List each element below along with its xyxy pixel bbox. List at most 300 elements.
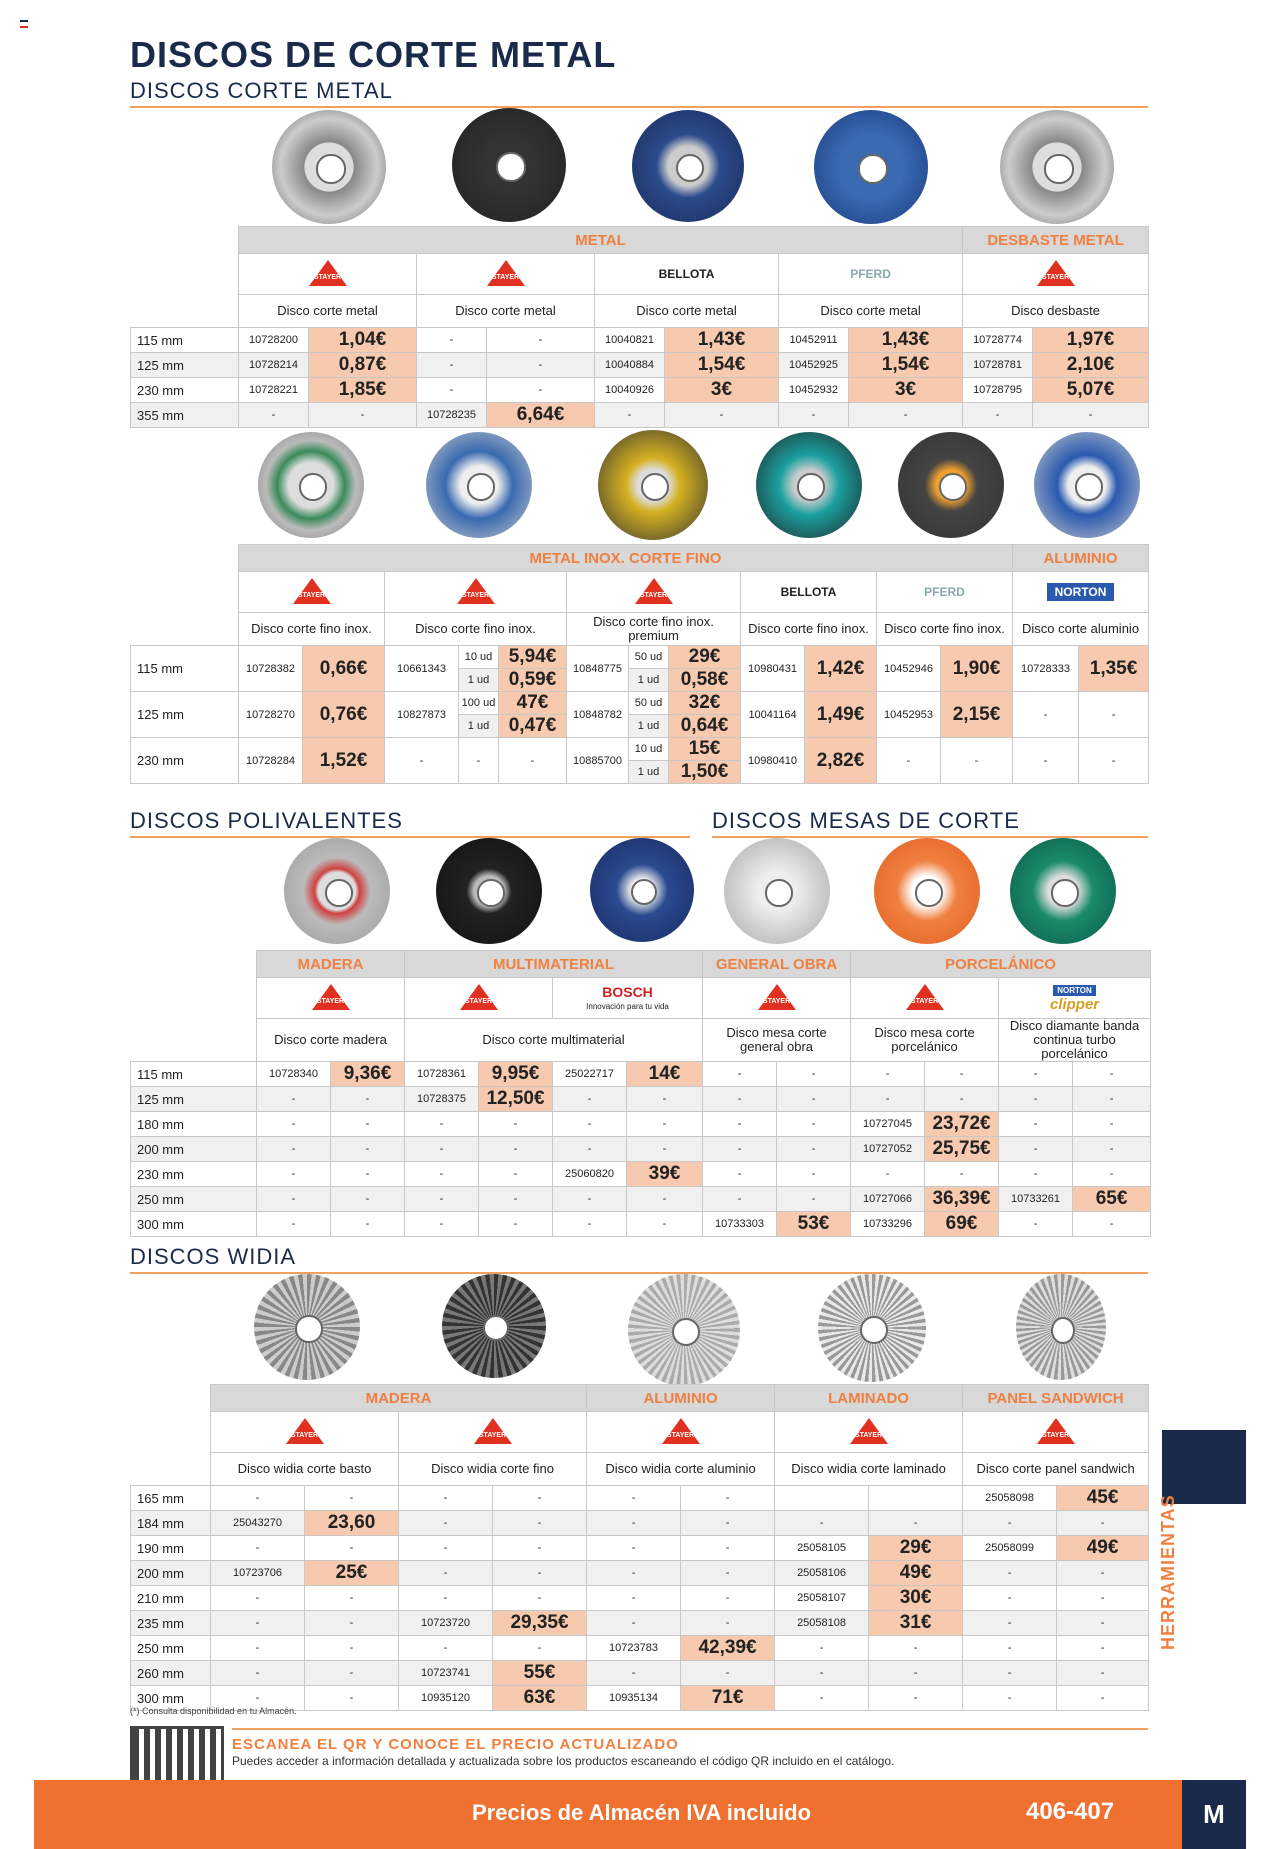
price-cell: 1,85€ xyxy=(309,378,417,403)
code-cell: - xyxy=(703,1087,777,1112)
code-cell: - xyxy=(553,1187,627,1212)
disc-image xyxy=(598,430,708,540)
section-title-corte-metal: DISCOS CORTE METAL xyxy=(130,78,1148,108)
product-name: Disco corte fino inox. premium xyxy=(567,613,741,646)
code-cell: - xyxy=(399,1636,493,1661)
section-title-mesas: DISCOS MESAS DE CORTE xyxy=(712,808,1148,838)
disc-image xyxy=(814,110,928,224)
product-name: Disco corte fino inox. xyxy=(877,613,1013,646)
code-cell: - xyxy=(963,1586,1057,1611)
price-cell: 1,90€ xyxy=(941,646,1013,692)
code-cell: 10885700 xyxy=(567,738,629,784)
code-cell: - xyxy=(553,1212,627,1237)
price-cell: 32€ xyxy=(669,692,741,715)
size-cell: 125 mm xyxy=(131,353,239,378)
price-cell: - xyxy=(1079,738,1149,784)
code-cell: - xyxy=(493,1536,587,1561)
code-cell: - xyxy=(925,1062,999,1087)
category-header: LAMINADO xyxy=(775,1385,963,1412)
price-cell: 49€ xyxy=(869,1561,963,1586)
code-cell: - xyxy=(775,1636,869,1661)
price-cell: 53€ xyxy=(777,1212,851,1237)
code-cell: - xyxy=(681,1486,775,1511)
product-name: Disco diamante banda continua turbo porcelánico xyxy=(999,1019,1151,1062)
code-cell: - xyxy=(703,1062,777,1087)
table-row xyxy=(131,1511,1149,1536)
size-cell: 180 mm xyxy=(131,1112,257,1137)
code-cell: - xyxy=(493,1486,587,1511)
code-cell: - xyxy=(399,1561,493,1586)
code-cell: - xyxy=(1057,1661,1149,1686)
code-cell: 10827873 xyxy=(385,692,459,738)
brand-logo-stayer: STAYER xyxy=(851,978,999,1019)
category-header: MULTIMATERIAL xyxy=(405,951,703,978)
qr-divider xyxy=(232,1728,1148,1730)
code-cell: - xyxy=(493,1511,587,1536)
brand-logo-norton-clipper: NORTON clipper xyxy=(999,978,1151,1019)
table-row xyxy=(131,1162,1151,1187)
section-title-widia: DISCOS WIDIA xyxy=(130,1244,1148,1274)
size-cell: 200 mm xyxy=(131,1137,257,1162)
code-cell: - xyxy=(257,1137,331,1162)
code-cell: - xyxy=(479,1187,553,1212)
price-cell: 25€ xyxy=(305,1561,399,1586)
category-header: GENERAL OBRA xyxy=(703,951,851,978)
price-cell: 31€ xyxy=(869,1611,963,1636)
pack-cell: 1 ud xyxy=(459,715,499,738)
code-cell: - xyxy=(703,1112,777,1137)
price-cell: 0,59€ xyxy=(499,669,567,692)
brand-logo-bellota: BELLOTA xyxy=(741,572,877,613)
disc-image xyxy=(436,838,542,944)
price-cell: 1,97€ xyxy=(1033,328,1149,353)
code-cell: - xyxy=(487,378,595,403)
code-cell: 25058106 xyxy=(775,1561,869,1586)
price-cell: 0,76€ xyxy=(303,692,385,738)
code-cell: - xyxy=(779,403,849,428)
code-cell: 10452946 xyxy=(877,646,941,692)
price-cell: 0,64€ xyxy=(669,715,741,738)
code-cell: - xyxy=(851,1087,925,1112)
brand-logo-stayer: STAYER xyxy=(239,572,385,613)
product-name: Disco corte panel sandwich xyxy=(963,1453,1149,1486)
code-cell: - xyxy=(877,738,941,784)
product-name: Disco desbaste xyxy=(963,295,1149,328)
category-header: MADERA xyxy=(211,1385,587,1412)
product-name: Disco mesa corte general obra xyxy=(703,1019,851,1062)
code-cell: - xyxy=(399,1536,493,1561)
code-cell: - xyxy=(479,1212,553,1237)
code-cell: 25058105 xyxy=(775,1536,869,1561)
size-cell: 230 mm xyxy=(131,1162,257,1187)
code-cell: 10848782 xyxy=(567,692,629,738)
code-cell: - xyxy=(405,1112,479,1137)
table-row xyxy=(131,1087,1151,1112)
price-cell: 42,39€ xyxy=(681,1636,775,1661)
product-name: Disco corte metal xyxy=(239,295,417,328)
code-cell: - xyxy=(211,1486,305,1511)
brand-logo-stayer: STAYER xyxy=(211,1412,399,1453)
code-cell: 10935134 xyxy=(587,1686,681,1711)
code-cell: - xyxy=(627,1212,703,1237)
code-cell: - xyxy=(1073,1137,1151,1162)
price-cell: - xyxy=(499,738,567,784)
pack-cell: 50 ud xyxy=(629,692,669,715)
code-cell: - xyxy=(777,1112,851,1137)
price-cell: 30€ xyxy=(869,1586,963,1611)
table-polivalentes-mesas xyxy=(130,950,1151,1237)
code-cell: - xyxy=(777,1062,851,1087)
code-cell: 10041164 xyxy=(741,692,805,738)
price-cell: 29,35€ xyxy=(493,1611,587,1636)
code-cell: - xyxy=(1057,1586,1149,1611)
code-cell: - xyxy=(869,1511,963,1536)
price-cell: 3€ xyxy=(849,378,963,403)
code-cell: 10452953 xyxy=(877,692,941,738)
pack-cell: 1 ud xyxy=(629,715,669,738)
brand-logo-stayer: STAYER xyxy=(703,978,851,1019)
price-cell: 1,35€ xyxy=(1079,646,1149,692)
code-cell: - xyxy=(405,1212,479,1237)
code-cell: - xyxy=(331,1212,405,1237)
code-cell: - xyxy=(777,1137,851,1162)
code-cell: - xyxy=(1057,1561,1149,1586)
code-cell: - xyxy=(211,1661,305,1686)
disc-image xyxy=(632,110,744,222)
code-cell: 10040884 xyxy=(595,353,665,378)
code-cell: - xyxy=(487,328,595,353)
table-row xyxy=(131,1187,1151,1212)
code-cell: - xyxy=(627,1187,703,1212)
brand-logo-stayer: STAYER xyxy=(963,254,1149,295)
table-row xyxy=(131,1661,1149,1686)
code-cell: - xyxy=(257,1162,331,1187)
disc-image xyxy=(272,110,386,224)
code-cell: - xyxy=(1013,692,1079,738)
size-cell: 235 mm xyxy=(131,1611,211,1636)
code-cell: - xyxy=(211,1536,305,1561)
price-cell: 23,60 xyxy=(305,1511,399,1536)
price-cell: 14€ xyxy=(627,1062,703,1087)
footer-bar xyxy=(34,1780,1246,1849)
category-header: PANEL SANDWICH xyxy=(963,1385,1149,1412)
disc-image xyxy=(898,432,1004,538)
code-cell: - xyxy=(665,403,779,428)
code-cell: - xyxy=(305,1586,399,1611)
code-cell: - xyxy=(587,1511,681,1536)
code-cell: - xyxy=(479,1162,553,1187)
code-cell: - xyxy=(405,1187,479,1212)
product-name: Disco widia corte laminado xyxy=(775,1453,963,1486)
size-cell: 300 mm xyxy=(131,1686,211,1711)
price-cell: 1,52€ xyxy=(303,738,385,784)
code-cell: - xyxy=(851,1162,925,1187)
category-header: METAL INOX. CORTE FINO xyxy=(239,545,1013,572)
price-cell: 1,54€ xyxy=(665,353,779,378)
code-cell: 10728340 xyxy=(257,1062,331,1087)
code-cell: 25058107 xyxy=(775,1586,869,1611)
code-cell: 10728781 xyxy=(963,353,1033,378)
product-images-row4 xyxy=(0,1274,1280,1394)
price-cell: 12,50€ xyxy=(479,1087,553,1112)
disc-image xyxy=(1016,1274,1106,1380)
price-cell: 1,49€ xyxy=(805,692,877,738)
table-row xyxy=(131,1611,1149,1636)
code-cell: - xyxy=(331,1162,405,1187)
brand-logo-stayer: STAYER xyxy=(239,254,417,295)
pack-cell: 50 ud xyxy=(629,646,669,669)
code-cell: - xyxy=(331,1137,405,1162)
brand-logo-bellota: BELLOTA xyxy=(595,254,779,295)
code-cell: - xyxy=(627,1137,703,1162)
code-cell: 25022717 xyxy=(553,1062,627,1087)
brand-logo-bosch: BOSCH Innovación para tu vida xyxy=(553,978,703,1019)
code-cell: - xyxy=(775,1661,869,1686)
product-images-row2 xyxy=(0,432,1280,552)
product-name: Disco corte aluminio xyxy=(1013,613,1149,646)
price-cell: 3€ xyxy=(665,378,779,403)
size-cell: 250 mm xyxy=(131,1187,257,1212)
category-header: PORCELÁNICO xyxy=(851,951,1151,978)
price-cell: 71€ xyxy=(681,1686,775,1711)
table-row xyxy=(131,378,1149,403)
code-cell: - xyxy=(385,738,459,784)
code-cell: - xyxy=(257,1187,331,1212)
code-cell: - xyxy=(1073,1212,1151,1237)
brand-logo-stayer: STAYER xyxy=(385,572,567,613)
code-cell: - xyxy=(587,1661,681,1686)
code-cell: 10980410 xyxy=(741,738,805,784)
code-cell: - xyxy=(587,1611,681,1636)
code-cell: - xyxy=(963,403,1033,428)
price-cell: 5,94€ xyxy=(499,646,567,669)
footer-text: Precios de Almacén IVA incluido xyxy=(472,1800,812,1825)
size-cell: 210 mm xyxy=(131,1586,211,1611)
code-cell: 10733261 xyxy=(999,1187,1073,1212)
code-cell: 10728795 xyxy=(963,378,1033,403)
code-cell: - xyxy=(417,353,487,378)
code-cell: - xyxy=(553,1112,627,1137)
disc-image xyxy=(756,432,862,538)
code-cell: - xyxy=(999,1087,1073,1112)
code-cell: - xyxy=(399,1586,493,1611)
code-cell: 10040821 xyxy=(595,328,665,353)
code-cell: 10452925 xyxy=(779,353,849,378)
price-cell: 9,36€ xyxy=(331,1062,405,1087)
code-cell: - xyxy=(309,403,417,428)
code-cell: - xyxy=(405,1162,479,1187)
code-cell: 10727052 xyxy=(851,1137,925,1162)
code-cell: - xyxy=(405,1137,479,1162)
category-header: MADERA xyxy=(257,951,405,978)
size-cell: 115 mm xyxy=(131,1062,257,1087)
code-cell: - xyxy=(777,1087,851,1112)
code-cell: 10727066 xyxy=(851,1187,925,1212)
code-cell: 10723720 xyxy=(399,1611,493,1636)
size-cell: 125 mm xyxy=(131,692,239,738)
price-cell: 29€ xyxy=(869,1536,963,1561)
code-cell: - xyxy=(999,1062,1073,1087)
code-cell xyxy=(869,1486,963,1511)
code-cell: 10728214 xyxy=(239,353,309,378)
pack-cell: 1 ud xyxy=(629,761,669,784)
size-cell: 300 mm xyxy=(131,1212,257,1237)
code-cell: - xyxy=(681,1536,775,1561)
table-inox xyxy=(130,544,1149,784)
qr-title: ESCANEA EL QR Y CONOCE EL PRECIO ACTUALIZADO xyxy=(232,1736,679,1753)
code-cell: 10452911 xyxy=(779,328,849,353)
product-name: Disco mesa corte porcelánico xyxy=(851,1019,999,1062)
size-cell: 165 mm xyxy=(131,1486,211,1511)
product-name: Disco corte metal xyxy=(595,295,779,328)
code-cell: 10728200 xyxy=(239,328,309,353)
code-cell: - xyxy=(211,1636,305,1661)
pack-cell: 10 ud xyxy=(629,738,669,761)
code-cell: 10728375 xyxy=(405,1087,479,1112)
price-cell: 0,47€ xyxy=(499,715,567,738)
price-cell: 1,43€ xyxy=(849,328,963,353)
product-name: Disco corte metal xyxy=(779,295,963,328)
code-cell: - xyxy=(257,1112,331,1137)
pack-cell: 1 ud xyxy=(459,669,499,692)
code-cell: 10728774 xyxy=(963,328,1033,353)
code-cell: - xyxy=(399,1511,493,1536)
code-cell: 10723783 xyxy=(587,1636,681,1661)
price-cell: 1,04€ xyxy=(309,328,417,353)
code-cell: - xyxy=(211,1611,305,1636)
product-name: Disco corte fino inox. xyxy=(239,613,385,646)
code-cell: 25043270 xyxy=(211,1511,305,1536)
code-cell: - xyxy=(553,1137,627,1162)
brand-logo-stayer: STAYER xyxy=(405,978,553,1019)
code-cell: 10723741 xyxy=(399,1661,493,1686)
code-cell: - xyxy=(1073,1062,1151,1087)
product-name: Disco corte fino inox. xyxy=(741,613,877,646)
code-cell: 25058108 xyxy=(775,1611,869,1636)
size-cell: 260 mm xyxy=(131,1661,211,1686)
product-name: Disco corte madera xyxy=(257,1019,405,1062)
price-cell: 2,10€ xyxy=(1033,353,1149,378)
price-cell: 45€ xyxy=(1057,1486,1149,1511)
price-cell: 0,66€ xyxy=(303,646,385,692)
code-cell: 10728361 xyxy=(405,1062,479,1087)
disc-image xyxy=(1010,838,1116,944)
code-cell: - xyxy=(479,1112,553,1137)
product-name: Disco widia corte aluminio xyxy=(587,1453,775,1486)
product-images-row1 xyxy=(0,108,1280,228)
code-cell: 25058098 xyxy=(963,1486,1057,1511)
code-cell: - xyxy=(479,1137,553,1162)
section-title-polivalentes: DISCOS POLIVALENTES xyxy=(130,808,690,838)
table-row xyxy=(131,403,1149,428)
code-cell: 10728333 xyxy=(1013,646,1079,692)
size-cell: 115 mm xyxy=(131,646,239,692)
code-cell: - xyxy=(1013,738,1079,784)
brand-logo-m: M xyxy=(1182,1780,1246,1849)
code-cell: - xyxy=(703,1162,777,1187)
price-cell: 2,82€ xyxy=(805,738,877,784)
code-cell: - xyxy=(257,1087,331,1112)
code-cell: - xyxy=(627,1087,703,1112)
code-cell: - xyxy=(1033,403,1149,428)
price-cell: 39€ xyxy=(627,1162,703,1187)
table-row xyxy=(131,353,1149,378)
code-cell: - xyxy=(257,1212,331,1237)
code-cell: - xyxy=(587,1536,681,1561)
corner-mark xyxy=(20,20,28,28)
code-cell: - xyxy=(399,1486,493,1511)
size-cell: 230 mm xyxy=(131,738,239,784)
product-name: Disco corte metal xyxy=(417,295,595,328)
price-cell: 29€ xyxy=(669,646,741,669)
disc-image xyxy=(284,838,390,944)
pack-cell: - xyxy=(459,738,499,784)
code-cell: - xyxy=(681,1611,775,1636)
code-cell: - xyxy=(925,1162,999,1187)
code-cell: - xyxy=(305,1686,399,1711)
code-cell: - xyxy=(587,1561,681,1586)
disc-image xyxy=(590,838,694,942)
code-cell: - xyxy=(211,1586,305,1611)
availability-note: (*) Consulta disponibilidad en tu Almacén. xyxy=(130,1706,297,1716)
disc-image xyxy=(452,108,566,222)
code-cell: - xyxy=(1073,1112,1151,1137)
category-header: ALUMINIO xyxy=(587,1385,775,1412)
code-cell: - xyxy=(999,1137,1073,1162)
code-cell: - xyxy=(1073,1087,1151,1112)
price-cell: 55€ xyxy=(493,1661,587,1686)
code-cell: - xyxy=(305,1611,399,1636)
price-cell: 5,07€ xyxy=(1033,378,1149,403)
code-cell: 10040926 xyxy=(595,378,665,403)
code-cell: - xyxy=(703,1137,777,1162)
code-cell: 10661343 xyxy=(385,646,459,692)
code-cell xyxy=(775,1486,869,1511)
code-cell: - xyxy=(999,1162,1073,1187)
code-cell: - xyxy=(1057,1686,1149,1711)
code-cell: - xyxy=(681,1561,775,1586)
code-cell: - xyxy=(963,1611,1057,1636)
price-cell: - xyxy=(1079,692,1149,738)
table-widia xyxy=(130,1384,1149,1711)
t4-body xyxy=(131,1486,1149,1711)
code-cell: 10728284 xyxy=(239,738,303,784)
page-numbers: 406-407 xyxy=(1026,1798,1115,1825)
table-row xyxy=(131,1212,1151,1237)
code-cell: 10848775 xyxy=(567,646,629,692)
code-cell: - xyxy=(681,1661,775,1686)
disc-image xyxy=(724,838,830,944)
size-cell: 230 mm xyxy=(131,378,239,403)
brand-logo-stayer: STAYER xyxy=(567,572,741,613)
code-cell: - xyxy=(703,1187,777,1212)
disc-image xyxy=(426,432,532,538)
size-cell: 355 mm xyxy=(131,403,239,428)
code-cell: 10728270 xyxy=(239,692,303,738)
price-cell: 1,43€ xyxy=(665,328,779,353)
price-cell: 1,50€ xyxy=(669,761,741,784)
code-cell: - xyxy=(595,403,665,428)
code-cell: - xyxy=(553,1087,627,1112)
code-cell: - xyxy=(1057,1636,1149,1661)
code-cell: - xyxy=(1057,1511,1149,1536)
code-cell: - xyxy=(775,1686,869,1711)
price-cell: 23,72€ xyxy=(925,1112,999,1137)
code-cell: - xyxy=(869,1636,963,1661)
brand-logo-stayer: STAYER xyxy=(257,978,405,1019)
size-cell: 125 mm xyxy=(131,1087,257,1112)
code-cell: - xyxy=(493,1561,587,1586)
